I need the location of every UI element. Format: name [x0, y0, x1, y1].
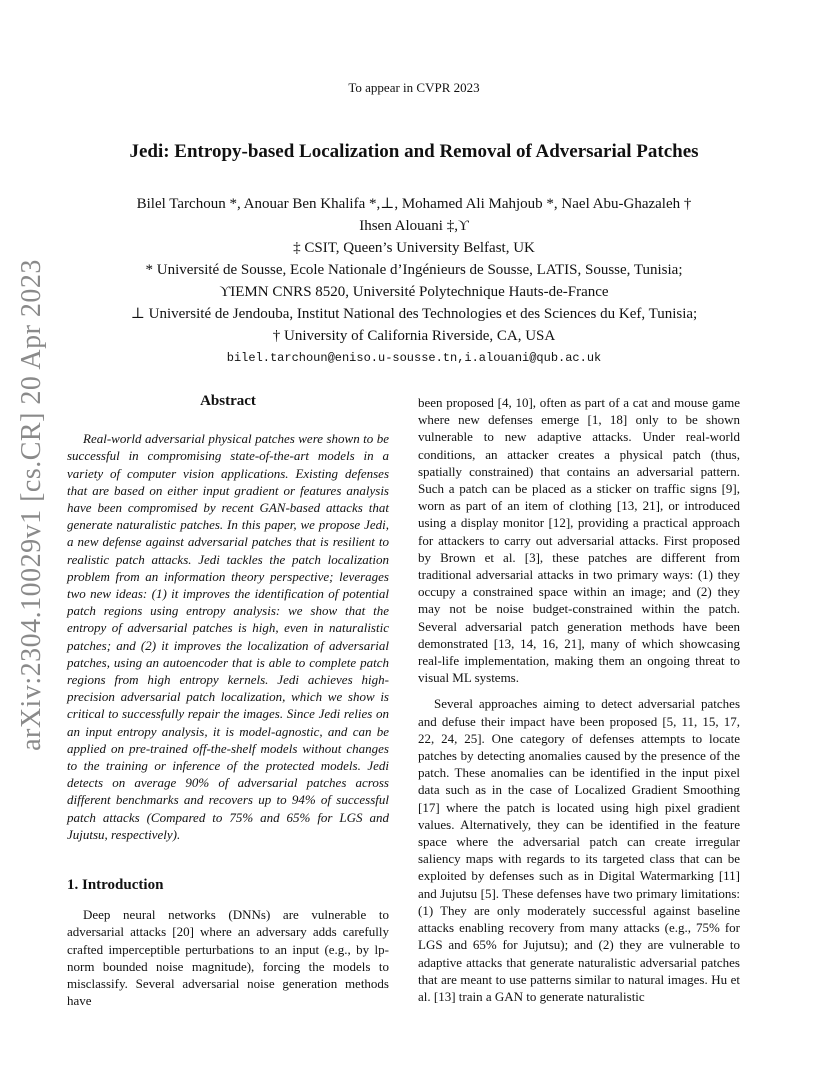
affiliation: ϒIEMN CNRS 8520, Université Polytechnique Hauts-de-France — [219, 284, 609, 300]
intro-paragraph: Deep neural networks (DNNs) are vulnerable to adversarial attacks [20] where an adversary adds carefully crafted imperceptible perturbations to an input (e.g., by lp-norm bounded noise magnitude), forcing the models to misclassify. Several adversarial noise generation methods have — [67, 907, 389, 1009]
right-column — [418, 394, 740, 1005]
author-block — [80, 193, 748, 369]
section-heading-introduction: 1. Introduction — [67, 877, 164, 894]
affiliation: ‡ CSIT, Queen’s University Belfast, UK — [293, 240, 535, 256]
author-emails: bilel.tarchoun@eniso.u-sousse.tn,i.alouani@qub.ac.uk — [226, 351, 602, 365]
body-paragraph: been proposed [4, 10], often as part of a cat and mouse game where new defenses emerge [1, 18] only to be shown vulnerable to new adaptive attacks. Under real-world conditions, an attacker creates a physical patch (thus, spatially constrained) that contains an adversarial pattern. Such a patch can be placed as a sticker on traffic signs [9], worn as part of an item of clothing [13, 21], or introduced using a display monitor [12], providing a practical approach for attackers to carry out adversarial attacks. First proposed by Brown et al. [3], these patches are different from traditional adversarial attacks in two primary ways: (1) they occupy a constrained space within an image; and (2) they may not be noise budget-constrained within the patch. Several adversarial patch generation methods have been demonstrated [13, 14, 16, 21], many of which showcasing real-life implementation, making them an ongoing threat to visual ML systems. — [418, 395, 740, 686]
affiliation: ⊥ Université de Jendouba, Institut National des Technologies et des Sciences du Kef, Tunisia; — [130, 306, 698, 322]
venue-header: To appear in CVPR 2023 — [348, 80, 480, 95]
affiliation: * Université de Sousse, Ecole Nationale d’Ingénieurs de Sousse, LATIS, Sousse, Tunisia; — [145, 262, 683, 278]
affiliation: † University of California Riverside, CA, USA — [272, 328, 556, 344]
author-line: Bilel Tarchoun *, Anouar Ben Khalifa *,⊥, Mohamed Ali Mahjoub *, Nael Abu-Ghazaleh † — [136, 196, 692, 212]
body-paragraph: Several approaches aiming to detect adversarial patches and defuse their impact have been proposed [5, 11, 15, 17, 22, 24, 25]. One category of defenses attempts to locate patches by detecting anomalies caused by the presence of the patch. These anomalies can be identified in the input pixel data such as in the case of Localized Gradient Smoothing [17] where the patch is located using high pixel gradient values. Alternatively, they can be identified in the feature space where the adversarial patch can create irregular saliency maps with regards to its targeted class that can be exploited by defenses such as in Digital Watermarking [11] and Jujutsu [5]. These defenses have two primary limitations: (1) They are only moderately successful against baseline attacks enabling recovery from many attacks (e.g., 75% for LGS and 65% for Jujutsu); and (2) they are vulnerable to adaptive attacks that generate naturalistic adversarial patches that are meant to use patterns similar to natural images. Hu et al. [13] train a GAN to generate naturalistic — [418, 696, 740, 1004]
author-line: Ihsen Alouani ‡,ϒ — [359, 218, 469, 234]
abstract-heading: Abstract — [200, 393, 256, 409]
abstract-text: Real-world adversarial physical patches were shown to be successful in compromising state-of-the-art models in a variety of computer vision applications. Existing defenses that are based on either input gradient or features analysis have been compromised by recent GAN-based attacks that generate naturalistic patches. In this paper, we propose Jedi, a new defense against adversarial patches that is resilient to realistic patch attacks. Jedi tackles the patch localization problem from an information theory perspective; leverages two new ideas: (1) it improves the identification of potential patch regions using entropy analysis: we show that the entropy of adversarial patches is high, even in naturalistic patches; and (2) it improves the localization of adversarial patches, using an autoencoder that is able to complete patch regions from high entropy kernels. Jedi achieves high-precision adversarial patch localization, which we show is critical to successfully repair the images. Since Jedi relies on an input entropy analysis, it is model-agnostic, and can be applied on pre-trained off-the-shelf models without changes to the training or inference of the protected models. Jedi detects on average 90% of adversarial patches across different benchmarks and recovers up to 94% of successful patch attacks (Compared to 75% and 65% for LGS and Jujutsu, respectively). — [67, 431, 389, 842]
arxiv-side-stamp — [12, 259, 52, 751]
paper-title: Jedi: Entropy-based Localization and Removal of Adversarial Patches — [129, 141, 699, 162]
arxiv-identifier: arXiv:2304.10029v1 [cs.CR] 20 Apr 2023 — [16, 259, 48, 751]
left-column — [67, 390, 389, 1010]
